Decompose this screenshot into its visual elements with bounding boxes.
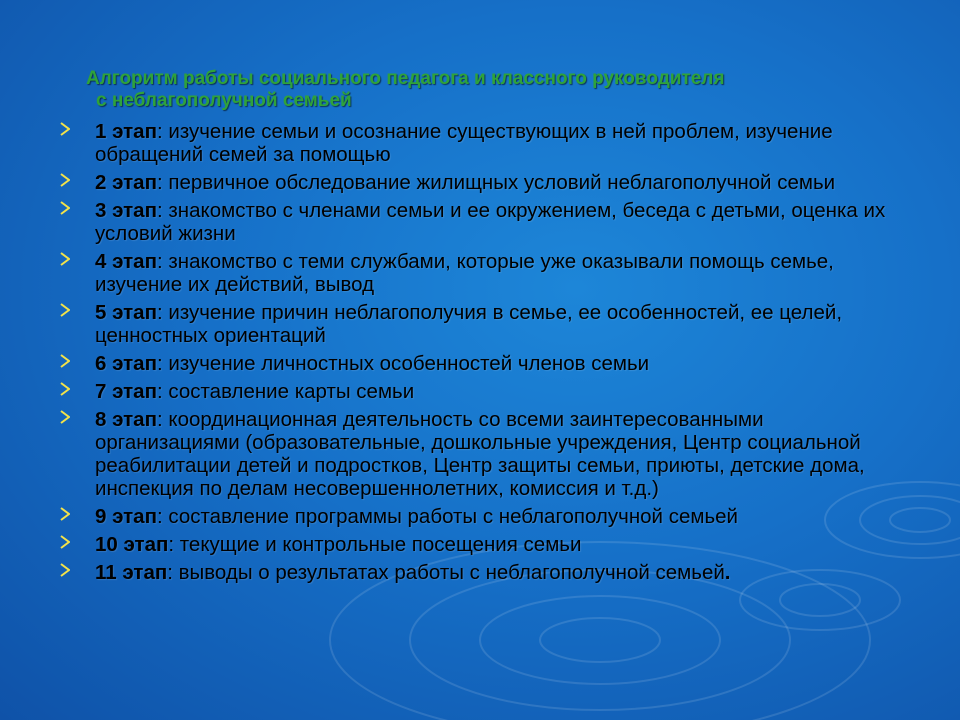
step-label: 5 этап (95, 301, 157, 324)
step-label: 4 этап (95, 250, 157, 273)
step-item (60, 120, 910, 166)
chevron-right-icon (60, 535, 70, 549)
step-item (60, 352, 910, 375)
slide-title (86, 68, 926, 112)
step-text: : координационная деятельность со всеми заинтересованными организациями (образовательные, дошкольные учреждения, Центр социальной реабилитации детей и подростков, Центр защиты семьи, приюты, детские дома, инспекция по делам несовершеннолетних, комиссия и т.д.) (95, 408, 865, 500)
step-label: 10 этап (95, 533, 169, 556)
chevron-right-icon (60, 354, 70, 368)
step-item (60, 199, 910, 245)
title-line-1: Алгоритм работы социального педагога и классного руководителя (86, 68, 725, 89)
chevron-right-icon (60, 201, 70, 215)
step-label: 2 этап (95, 171, 157, 194)
steps-list (60, 120, 910, 589)
step-item (60, 380, 910, 403)
step-label: 3 этап (95, 199, 157, 222)
chevron-right-icon (60, 122, 70, 136)
step-label: 11 этап (95, 561, 168, 584)
step-text: : изучение причин неблагополучия в семье, ее особенностей, ее целей, ценностных ориентаций (95, 301, 843, 347)
step-item (60, 408, 910, 500)
step-text: : текущие и контрольные посещения семьи (168, 533, 582, 556)
step-text: : составление программы работы с неблагополучной семьей (156, 505, 738, 528)
step-end-mark: . (724, 561, 731, 584)
step-text: : знакомство с членами семьи и ее окружением, беседа с детьми, оценка их условий жизни (95, 199, 886, 245)
step-label: 8 этап (95, 408, 157, 431)
step-item (60, 301, 910, 347)
title-line-2: с неблагополучной семьей (96, 90, 352, 111)
step-item (60, 533, 910, 556)
chevron-right-icon (60, 252, 70, 266)
step-text: : первичное обследование жилищных условий неблагополучной семьи (156, 171, 836, 194)
step-label: 1 этап (95, 120, 157, 143)
step-text: : изучение семьи и осознание существующих в ней проблем, изучение обращений семей за помощью (95, 120, 833, 166)
step-text: : изучение личностных особенностей членов семьи (156, 352, 650, 375)
step-item (60, 561, 910, 584)
step-item (60, 171, 910, 194)
step-label: 9 этап (95, 505, 157, 528)
chevron-right-icon (60, 410, 70, 424)
step-item (60, 505, 910, 528)
chevron-right-icon (60, 303, 70, 317)
step-label: 6 этап (95, 352, 157, 375)
step-text: : знакомство с теми службами, которые уже оказывали помощь семье, изучение их действий, вывод (95, 250, 834, 296)
chevron-right-icon (60, 563, 70, 577)
chevron-right-icon (60, 507, 70, 521)
step-text: : составление карты семьи (156, 380, 415, 403)
chevron-right-icon (60, 173, 70, 187)
step-item (60, 250, 910, 296)
chevron-right-icon (60, 382, 70, 396)
step-text: : выводы о результатах работы с неблагополучной семьей (167, 561, 725, 584)
step-label: 7 этап (95, 380, 157, 403)
